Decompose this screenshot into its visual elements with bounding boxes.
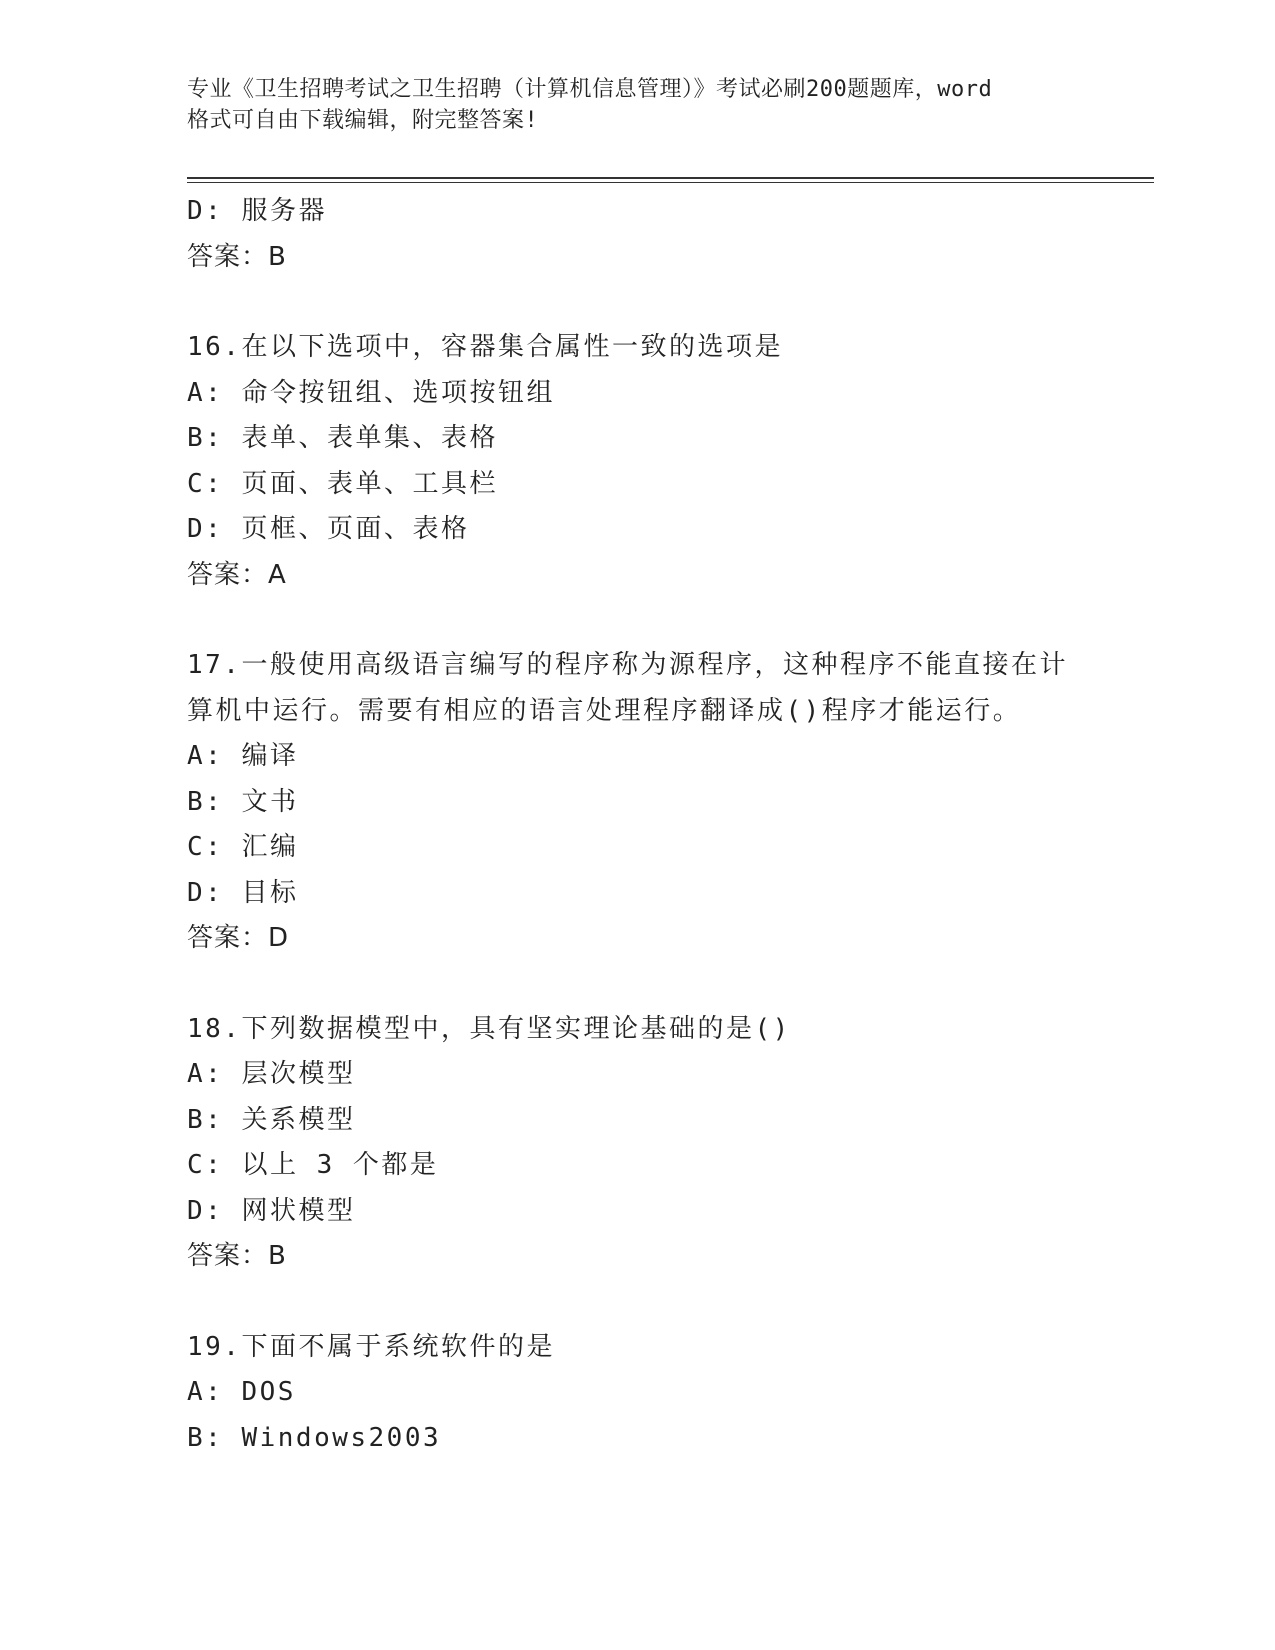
- option-b: B: 文书: [187, 786, 299, 817]
- option-a: A: DOS: [187, 1377, 296, 1407]
- option-d: D: 页框、页面、表格: [187, 514, 470, 544]
- option-a: A: 层次模型: [187, 1059, 356, 1089]
- option-b: B: 表单、表单集、表格: [187, 423, 498, 453]
- question-stem-line-1: 17.一般使用高级语言编写的程序称为源程序，这种程序不能直接在计: [187, 650, 1068, 680]
- question-18: [187, 1007, 1147, 1280]
- option-d: D: 服务器: [187, 196, 327, 226]
- option-a: A: 命令按钮组、选项按钮组: [187, 377, 555, 408]
- option-d: D: 网状模型: [187, 1195, 356, 1226]
- question-17: [187, 643, 1147, 962]
- header-title-line-2: 格式可自由下载编辑，附完整答案!: [187, 108, 539, 133]
- question-stem-line-2: 算机中运行。需要有相应的语言处理程序翻译成()程序才能运行。: [187, 695, 1022, 726]
- answer-label: 答案：B: [187, 241, 287, 272]
- answer-label: 答案：B: [187, 1241, 287, 1271]
- option-c: C: 页面、表单、工具栏: [187, 468, 498, 499]
- option-b: B: 关系模型: [187, 1104, 356, 1135]
- question-stem: 16.在以下选项中，容器集合属性一致的选项是: [187, 332, 783, 362]
- option-a: A: 编译: [187, 741, 299, 771]
- answer-label: 答案：A: [187, 559, 287, 590]
- question-list: [187, 189, 1147, 1461]
- question-19: [187, 1325, 1147, 1462]
- answer-label: 答案：D: [187, 923, 290, 953]
- document-header: [187, 74, 1087, 136]
- header-title-line-1: 专业《卫生招聘考试之卫生招聘（计算机信息管理）》考试必刷200题题库，word: [187, 77, 993, 102]
- header-divider-thick: [187, 177, 1154, 179]
- option-c: C: 以上 3 个都是: [187, 1150, 439, 1180]
- question-15-partial: [187, 189, 1147, 280]
- option-d: D: 目标: [187, 877, 299, 908]
- option-c: C: 汇编: [187, 832, 299, 862]
- header-divider-thin: [187, 182, 1154, 183]
- question-stem: 18.下列数据模型中，具有坚实理论基础的是(): [187, 1013, 791, 1044]
- question-16: [187, 325, 1147, 598]
- option-b: B: Windows2003: [187, 1422, 442, 1453]
- question-stem: 19.下面不属于系统软件的是: [187, 1331, 555, 1362]
